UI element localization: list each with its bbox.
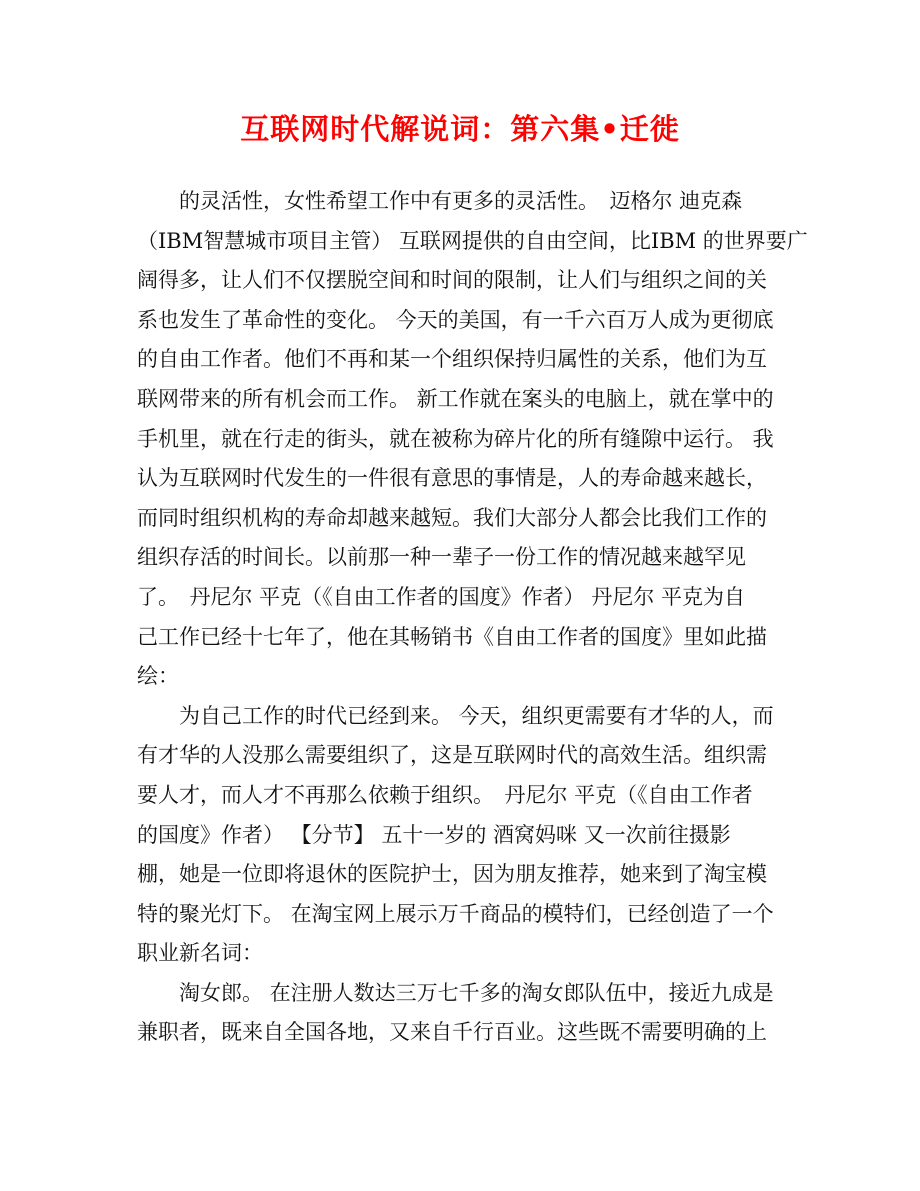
text-line: 淘女郎。 在注册人数达三万七千多的淘女郎队伍中，接近九成是 <box>179 980 774 1005</box>
text-line: 绘： <box>137 664 179 689</box>
text-line: 认为互联网时代发生的一件很有意思的事情是，人的寿命越来越长， <box>137 466 767 491</box>
document-title: 互联网时代解说词：第六集•迁徙 <box>240 112 680 146</box>
text-line: 的国度》作者） 【分节】 五十一岁的 酒窝妈咪 又一次前往摄影 <box>137 822 731 847</box>
text-line: 组织存活的时间长。以前那一种一辈子一份工作的情况越来越罕见 <box>137 545 746 570</box>
text-line: 阔得多，让人们不仅摆脱空间和时间的限制，让人们与组织之间的关 <box>137 268 767 293</box>
text-line: 系也发生了革命性的变化。 今天的美国，有一千六百万人成为更彻底 <box>137 307 774 332</box>
text-line: 兼职者，既来自全国各地，又来自千行百业。这些既不需要明确的上 <box>137 1020 767 1045</box>
document-body <box>137 182 808 1053</box>
text-line: 职业新名词： <box>137 941 263 966</box>
text-line: 棚，她是一位即将退休的医院护士，因为朋友推荐，她来到了淘宝模 <box>137 862 767 887</box>
text-line: 为自己工作的时代已经到来。 今天，组织更需要有才华的人，而 <box>179 703 774 728</box>
text-line: （IBM智慧城市项目主管） 互联网提供的自由空间，比IBM 的世界要广 <box>137 228 808 253</box>
text-line: 有才华的人没那么需要组织了，这是互联网时代的高效生活。组织需 <box>137 743 767 768</box>
text-line: 联网带来的所有机会而工作。 新工作就在案头的电脑上，就在掌中的 <box>137 386 774 411</box>
text-line: 要人才，而人才不再那么依赖于组织。 丹尼尔 平克（《自由工作者 <box>137 782 753 807</box>
text-line: 的灵活性，女性希望工作中有更多的灵活性。 迈格尔 迪克森 <box>179 189 743 213</box>
text-line: 而同时组织机构的寿命却越来越短。我们大部分人都会比我们工作的 <box>137 505 767 530</box>
text-line: 己工作已经十七年了，他在其畅销书《自由工作者的国度》里如此描 <box>137 624 767 649</box>
text-line: 了。 丹尼尔 平克（《自由工作者的国度》作者） 丹尼尔 平克为自 <box>137 584 746 609</box>
text-line: 特的聚光灯下。 在淘宝网上展示万千商品的模特们，已经创造了一个 <box>137 901 774 926</box>
text-line: 的自由工作者。他们不再和某一个组织保持归属性的关系，他们为互 <box>137 347 767 372</box>
text-line: 手机里，就在行走的街头，就在被称为碎片化的所有缝隙中运行。 我 <box>137 426 774 451</box>
